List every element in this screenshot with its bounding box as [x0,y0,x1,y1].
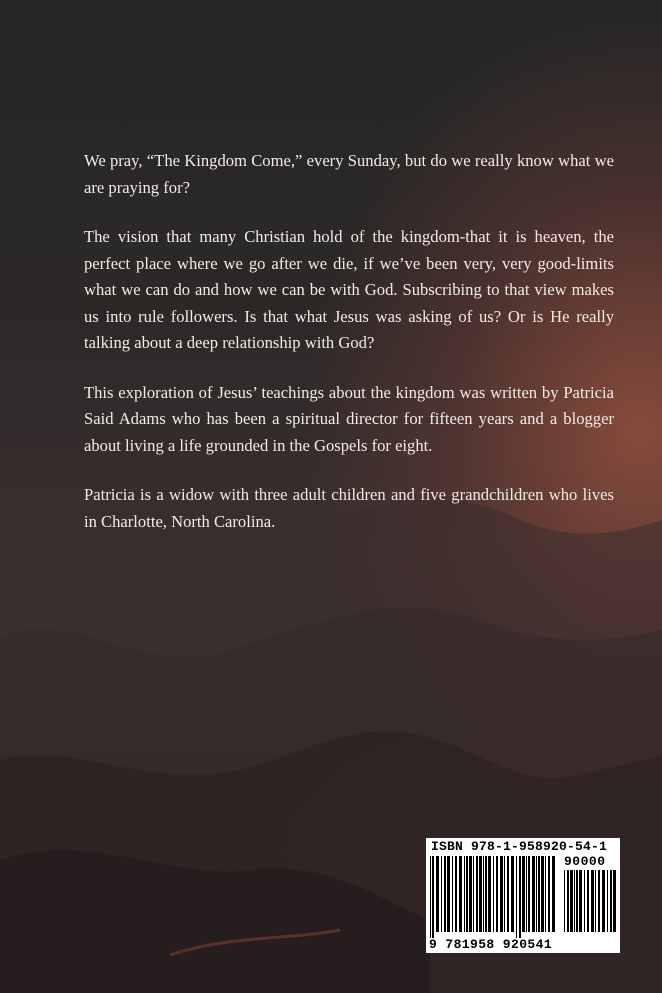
barcode-bar [538,856,540,932]
barcode-bar [579,870,582,932]
barcode-bar [519,856,521,938]
barcode-bar [591,870,594,932]
barcode-bar [587,870,589,932]
barcode-bar [511,856,514,932]
barcode-bar [516,856,517,938]
blurb-paragraph-1: We pray, “The Kingdom Come,” every Sunday, but do we really know what we are praying for? [84,151,614,197]
price-code: 90000 [564,854,606,869]
barcode-bar [432,856,434,938]
addon-barcode-bars [564,870,616,938]
barcode-bar [447,856,450,932]
barcode-bar [528,856,530,932]
ean-digits: 9 781958 920541 [429,937,553,952]
blurb-paragraph-2: The vision that many Christian hold of the kingdom-that it is heaven, the perfect place where we go after we die, if we’ve been very, very good-limits what we can do and how we can be with God. Subscribing to that view makes us into rule followers. Is that what Jesus was asking of us? Or is He really talking about a deep relationship with God? [84,227,614,352]
barcode-bar [500,856,503,932]
barcode-bar [610,870,612,932]
barcode-bar [564,870,565,932]
barcode-bar [584,870,585,932]
barcode-bar [576,870,578,932]
barcode-bar [595,870,596,932]
barcode-bar [552,856,555,932]
barcode-bar [574,870,575,932]
barcode-bar [598,870,600,932]
barcode-bar [602,870,605,932]
barcode-bar [493,856,494,932]
barcode-bar [496,856,498,932]
barcode-bar [464,856,465,932]
barcode-bar [430,856,431,938]
barcode-bar [483,856,484,932]
barcode-bar [545,856,546,932]
back-cover-blurb [84,148,614,558]
barcode-bar [441,856,442,932]
barcode-bar [455,856,457,932]
barcode-bar [436,856,439,932]
barcode-bar [459,856,462,932]
barcode-bar [452,856,453,932]
isbn-label: ISBN 978-1-958920-54-1 [431,839,608,854]
barcode-bar [536,856,537,932]
barcode-bar [613,870,616,932]
barcode-bar [504,856,505,932]
blurb-paragraph-3: This exploration of Jesus’ teachings about the kingdom was written by Patricia Said Adams who has been a spiritual director for fifteen years and a blogger about living a life grounded in the Gospels for eight. [84,382,614,455]
barcode-bar [526,856,527,932]
barcode-bar [469,856,472,932]
blurb-paragraph-4: Patricia is a widow with three adult children and five grandchildren who lives in Charlotte, North Carolina. [84,485,614,531]
barcode-bar [532,856,535,932]
barcode-bar [507,856,509,932]
isbn-barcode [426,838,620,953]
barcode-bar [473,856,474,932]
barcode-bar [466,856,468,932]
barcode-bar [488,856,491,932]
barcode-bar [485,856,487,932]
barcode-bar [522,856,525,932]
barcode-bar [476,856,478,932]
barcode-bar [607,870,608,932]
barcode-bar [570,870,573,932]
ean-barcode-bars [430,856,558,938]
barcode-bar [479,856,482,932]
barcode-bar [548,856,550,932]
barcode-bar [541,856,544,932]
barcode-bar [444,856,446,932]
barcode-bar [567,870,569,932]
